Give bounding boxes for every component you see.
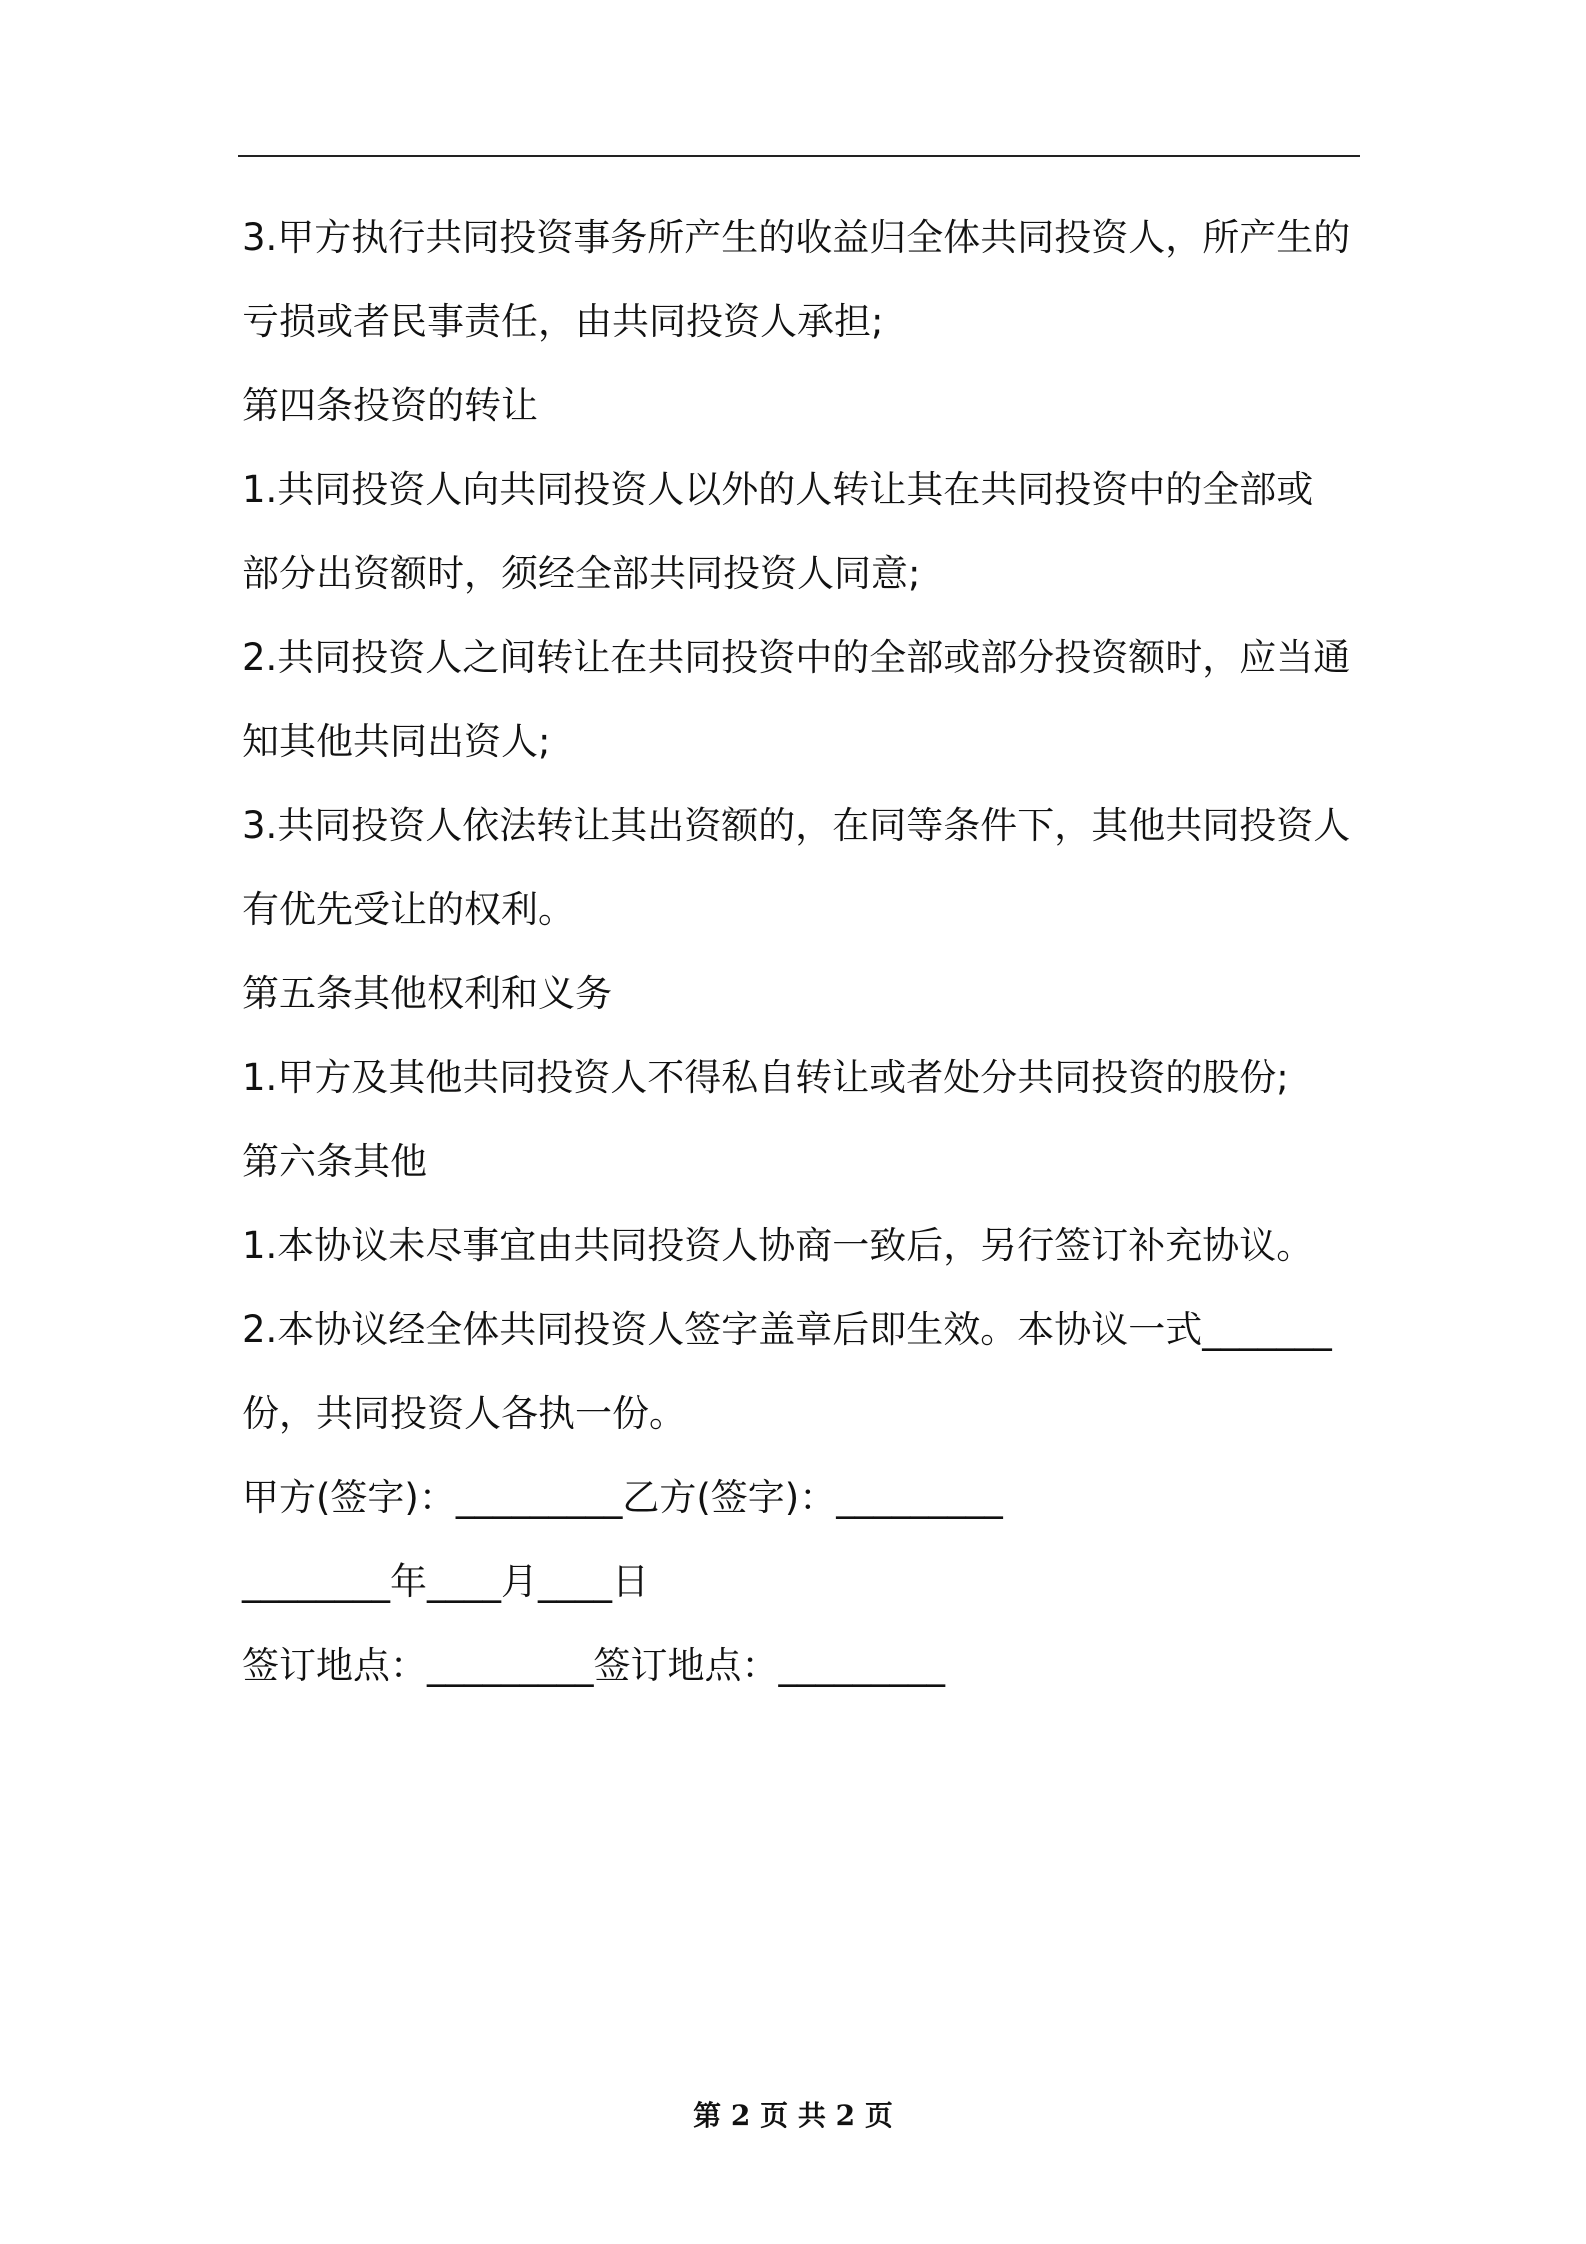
section-heading: 第五条其他权利和义务	[242, 972, 612, 1015]
signature-line: 甲方(签字)：_________乙方(签字)：_________	[242, 1476, 1003, 1519]
section-heading: 第六条其他	[242, 1140, 427, 1183]
paragraph-line: 2.本协议经全体共同投资人签字盖章后即生效。本协议一式_______	[242, 1308, 1332, 1351]
section-heading: 第四条投资的转让	[242, 384, 538, 427]
paragraph-line: 3.甲方执行共同投资事务所产生的收益归全体共同投资人，所产生的	[242, 216, 1351, 259]
signing-location-line: 签订地点：_________签订地点：_________	[242, 1644, 945, 1687]
page-number: 第 2 页 共 2 页	[693, 2099, 893, 2132]
paragraph-line: 1.共同投资人向共同投资人以外的人转让其在共同投资中的全部或	[242, 468, 1314, 511]
paragraph-line: 1.甲方及其他共同投资人不得私自转让或者处分共同投资的股份;	[242, 1056, 1289, 1099]
header-rule	[238, 155, 1360, 157]
paragraph-line: 部分出资额时，须经全部共同投资人同意;	[242, 552, 921, 595]
date-line: ________年____月____日	[242, 1560, 649, 1603]
paragraph-line: 2.共同投资人之间转让在共同投资中的全部或部分投资额时，应当通	[242, 636, 1351, 679]
paragraph-line: 亏损或者民事责任，由共同投资人承担;	[242, 300, 884, 343]
paragraph-line: 3.共同投资人依法转让其出资额的，在同等条件下，其他共同投资人	[242, 804, 1351, 847]
paragraph-line: 1.本协议未尽事宜由共同投资人协商一致后，另行签订补充协议。	[242, 1224, 1314, 1267]
paragraph-line: 知其他共同出资人;	[242, 720, 551, 763]
paragraph-line: 有优先受让的权利。	[242, 888, 575, 931]
paragraph-line: 份，共同投资人各执一份。	[242, 1392, 686, 1435]
document-body	[242, 196, 1364, 1708]
